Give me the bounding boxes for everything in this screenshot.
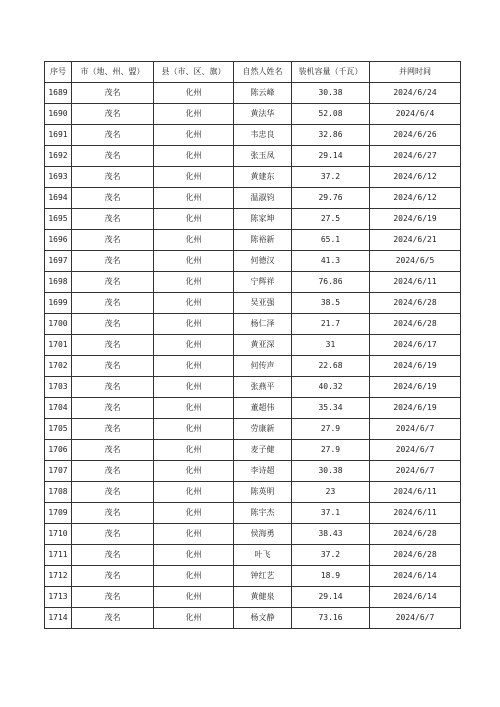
cell-seq: 1708	[45, 482, 72, 503]
cell-date: 2024/6/12	[370, 188, 461, 209]
cell-city: 茂名	[72, 461, 154, 482]
cell-county: 化州	[154, 293, 234, 314]
cell-name: 麦子健	[234, 440, 292, 461]
header-seq: 序号	[45, 62, 72, 83]
cell-city: 茂名	[72, 377, 154, 398]
cell-seq: 1702	[45, 356, 72, 377]
cell-name: 侯海勇	[234, 524, 292, 545]
cell-city: 茂名	[72, 125, 154, 146]
cell-county: 化州	[154, 209, 234, 230]
cell-capacity: 21.7	[292, 314, 370, 335]
cell-date: 2024/6/28	[370, 545, 461, 566]
cell-name: 李诗超	[234, 461, 292, 482]
cell-county: 化州	[154, 587, 234, 608]
cell-name: 董超伟	[234, 398, 292, 419]
header-city: 市（地、州、盟）	[72, 62, 154, 83]
table-row	[45, 461, 461, 482]
cell-name: 张燕平	[234, 377, 292, 398]
cell-name: 韦忠良	[234, 125, 292, 146]
cell-capacity: 18.9	[292, 566, 370, 587]
table-header-row	[45, 62, 461, 83]
cell-name: 温淑钧	[234, 188, 292, 209]
cell-capacity: 31	[292, 335, 370, 356]
cell-seq: 1711	[45, 545, 72, 566]
cell-date: 2024/6/28	[370, 314, 461, 335]
cell-name: 叶飞	[234, 545, 292, 566]
header-county: 县（市、区、旗）	[154, 62, 234, 83]
cell-date: 2024/6/11	[370, 272, 461, 293]
cell-seq: 1691	[45, 125, 72, 146]
cell-capacity: 27.9	[292, 440, 370, 461]
cell-name: 黄健泉	[234, 587, 292, 608]
cell-name: 吴亚强	[234, 293, 292, 314]
cell-seq: 1697	[45, 251, 72, 272]
header-capacity: 装机容量（千瓦）	[292, 62, 370, 83]
cell-city: 茂名	[72, 482, 154, 503]
cell-seq: 1694	[45, 188, 72, 209]
cell-date: 2024/6/7	[370, 440, 461, 461]
cell-city: 茂名	[72, 188, 154, 209]
cell-date: 2024/6/19	[370, 209, 461, 230]
cell-city: 茂名	[72, 356, 154, 377]
header-name: 自然人姓名	[234, 62, 292, 83]
table-row	[45, 335, 461, 356]
cell-capacity: 30.38	[292, 83, 370, 104]
table-row	[45, 83, 461, 104]
table-body	[45, 83, 461, 629]
table-row	[45, 356, 461, 377]
cell-date: 2024/6/24	[370, 83, 461, 104]
cell-capacity: 37.2	[292, 545, 370, 566]
table-row	[45, 167, 461, 188]
cell-capacity: 38.43	[292, 524, 370, 545]
cell-date: 2024/6/17	[370, 335, 461, 356]
cell-city: 茂名	[72, 566, 154, 587]
cell-seq: 1696	[45, 230, 72, 251]
header-date: 并网时间	[370, 62, 461, 83]
cell-capacity: 22.68	[292, 356, 370, 377]
cell-county: 化州	[154, 335, 234, 356]
cell-city: 茂名	[72, 167, 154, 188]
cell-county: 化州	[154, 272, 234, 293]
cell-county: 化州	[154, 398, 234, 419]
cell-county: 化州	[154, 461, 234, 482]
cell-seq: 1709	[45, 503, 72, 524]
cell-capacity: 29.76	[292, 188, 370, 209]
cell-date: 2024/6/7	[370, 419, 461, 440]
cell-name: 陈宇杰	[234, 503, 292, 524]
cell-seq: 1703	[45, 377, 72, 398]
cell-city: 茂名	[72, 419, 154, 440]
cell-capacity: 27.9	[292, 419, 370, 440]
cell-date: 2024/6/19	[370, 356, 461, 377]
cell-date: 2024/6/12	[370, 167, 461, 188]
cell-city: 茂名	[72, 608, 154, 629]
cell-county: 化州	[154, 503, 234, 524]
table-row	[45, 146, 461, 167]
cell-county: 化州	[154, 167, 234, 188]
cell-date: 2024/6/14	[370, 566, 461, 587]
cell-capacity: 37.2	[292, 167, 370, 188]
cell-county: 化州	[154, 125, 234, 146]
cell-name: 何德汉	[234, 251, 292, 272]
table-row	[45, 104, 461, 125]
cell-seq: 1698	[45, 272, 72, 293]
cell-seq: 1706	[45, 440, 72, 461]
cell-city: 茂名	[72, 524, 154, 545]
cell-capacity: 76.86	[292, 272, 370, 293]
cell-seq: 1714	[45, 608, 72, 629]
cell-date: 2024/6/27	[370, 146, 461, 167]
cell-seq: 1699	[45, 293, 72, 314]
table-row	[45, 419, 461, 440]
cell-date: 2024/6/7	[370, 608, 461, 629]
cell-city: 茂名	[72, 335, 154, 356]
cell-seq: 1710	[45, 524, 72, 545]
cell-county: 化州	[154, 524, 234, 545]
table-row	[45, 587, 461, 608]
cell-seq: 1692	[45, 146, 72, 167]
cell-seq: 1704	[45, 398, 72, 419]
cell-seq: 1689	[45, 83, 72, 104]
cell-seq: 1705	[45, 419, 72, 440]
cell-name: 陈裕新	[234, 230, 292, 251]
cell-capacity: 52.08	[292, 104, 370, 125]
cell-county: 化州	[154, 314, 234, 335]
cell-capacity: 41.3	[292, 251, 370, 272]
cell-seq: 1695	[45, 209, 72, 230]
cell-name: 黄法华	[234, 104, 292, 125]
table-row	[45, 230, 461, 251]
cell-capacity: 40.32	[292, 377, 370, 398]
cell-city: 茂名	[72, 503, 154, 524]
cell-city: 茂名	[72, 440, 154, 461]
data-table	[44, 61, 461, 629]
cell-county: 化州	[154, 230, 234, 251]
cell-county: 化州	[154, 377, 234, 398]
table-row	[45, 503, 461, 524]
cell-seq: 1707	[45, 461, 72, 482]
table-row	[45, 314, 461, 335]
table-row	[45, 566, 461, 587]
cell-city: 茂名	[72, 146, 154, 167]
cell-seq: 1693	[45, 167, 72, 188]
table-row	[45, 188, 461, 209]
table-row	[45, 398, 461, 419]
cell-name: 宁辉祥	[234, 272, 292, 293]
table-row	[45, 293, 461, 314]
cell-seq: 1690	[45, 104, 72, 125]
cell-date: 2024/6/19	[370, 398, 461, 419]
cell-county: 化州	[154, 188, 234, 209]
cell-county: 化州	[154, 608, 234, 629]
cell-capacity: 38.5	[292, 293, 370, 314]
cell-seq: 1713	[45, 587, 72, 608]
cell-capacity: 30.38	[292, 461, 370, 482]
cell-date: 2024/6/5	[370, 251, 461, 272]
cell-date: 2024/6/28	[370, 293, 461, 314]
cell-county: 化州	[154, 146, 234, 167]
cell-date: 2024/6/11	[370, 503, 461, 524]
cell-name: 陈英明	[234, 482, 292, 503]
cell-county: 化州	[154, 545, 234, 566]
cell-capacity: 27.5	[292, 209, 370, 230]
cell-city: 茂名	[72, 314, 154, 335]
cell-county: 化州	[154, 83, 234, 104]
table-row	[45, 482, 461, 503]
cell-city: 茂名	[72, 545, 154, 566]
cell-name: 黄建东	[234, 167, 292, 188]
cell-county: 化州	[154, 566, 234, 587]
cell-seq: 1701	[45, 335, 72, 356]
cell-county: 化州	[154, 251, 234, 272]
cell-capacity: 29.14	[292, 587, 370, 608]
cell-capacity: 23	[292, 482, 370, 503]
table-row	[45, 272, 461, 293]
cell-city: 茂名	[72, 398, 154, 419]
cell-capacity: 37.1	[292, 503, 370, 524]
table-row	[45, 377, 461, 398]
cell-name: 劳康新	[234, 419, 292, 440]
cell-date: 2024/6/11	[370, 482, 461, 503]
cell-county: 化州	[154, 356, 234, 377]
cell-name: 陈家坤	[234, 209, 292, 230]
cell-capacity: 73.16	[292, 608, 370, 629]
cell-city: 茂名	[72, 209, 154, 230]
cell-county: 化州	[154, 440, 234, 461]
cell-name: 杨文静	[234, 608, 292, 629]
cell-capacity: 32.86	[292, 125, 370, 146]
cell-capacity: 35.34	[292, 398, 370, 419]
table-row	[45, 545, 461, 566]
cell-name: 黄亚深	[234, 335, 292, 356]
cell-date: 2024/6/7	[370, 461, 461, 482]
cell-date: 2024/6/21	[370, 230, 461, 251]
cell-name: 杨仁泽	[234, 314, 292, 335]
cell-capacity: 65.1	[292, 230, 370, 251]
cell-capacity: 29.14	[292, 146, 370, 167]
table-row	[45, 524, 461, 545]
cell-city: 茂名	[72, 230, 154, 251]
cell-date: 2024/6/14	[370, 587, 461, 608]
cell-seq: 1712	[45, 566, 72, 587]
cell-date: 2024/6/26	[370, 125, 461, 146]
table-row	[45, 251, 461, 272]
cell-name: 张玉凤	[234, 146, 292, 167]
table-row	[45, 209, 461, 230]
cell-name: 陈云峰	[234, 83, 292, 104]
cell-city: 茂名	[72, 293, 154, 314]
table-row	[45, 125, 461, 146]
cell-name: 何传声	[234, 356, 292, 377]
table-row	[45, 440, 461, 461]
cell-county: 化州	[154, 482, 234, 503]
cell-date: 2024/6/19	[370, 377, 461, 398]
cell-city: 茂名	[72, 251, 154, 272]
cell-city: 茂名	[72, 587, 154, 608]
table-row	[45, 608, 461, 629]
cell-county: 化州	[154, 104, 234, 125]
cell-name: 钟红艺	[234, 566, 292, 587]
cell-date: 2024/6/4	[370, 104, 461, 125]
cell-city: 茂名	[72, 272, 154, 293]
cell-city: 茂名	[72, 104, 154, 125]
cell-seq: 1700	[45, 314, 72, 335]
cell-date: 2024/6/28	[370, 524, 461, 545]
cell-city: 茂名	[72, 83, 154, 104]
cell-county: 化州	[154, 419, 234, 440]
